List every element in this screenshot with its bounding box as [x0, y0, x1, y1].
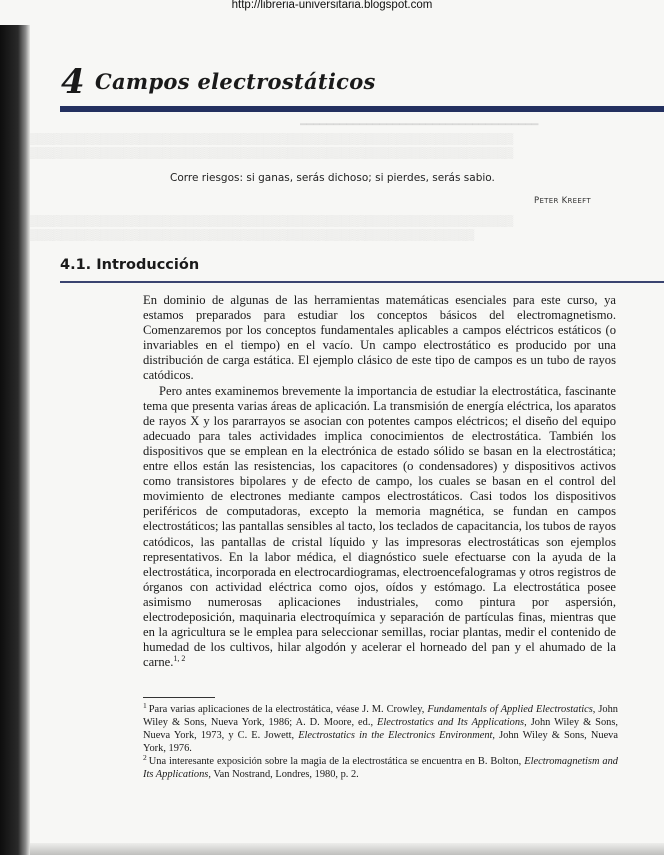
cited-title: Electrostatics in the Electronics Environment: [298, 730, 493, 741]
footnote-separator: [143, 697, 215, 698]
footnote-2: $^2$ Una interesante exposición sobre la magia de la electrostática se encuentra en B. Bolton, Electromagnetism and Its Applications, Van Nostrand, Londres, 1980, p. 2.: [143, 752, 618, 780]
bleed-through-texture: ▒▒▒▒▒▒▒▒▒▒▒▒▒▒▒▒▒▒▒▒▒▒▒▒▒▒▒▒▒▒▒▒▒▒▒▒▒▒▒▒▒▒▒▒▒▒▒▒▒▒▒▒▒▒▒▒▒▒▒▒▒▒: [30, 133, 514, 145]
footnote-number: 2: [143, 752, 147, 762]
footnote-reference: 1, 2: [173, 654, 186, 664]
source-url: http://libreria-universitaria.blogspot.com: [231, 0, 433, 11]
epigraph-author: PETER KREEFT: [534, 196, 591, 206]
chapter-title: Campos electrostáticos: [95, 69, 376, 94]
epigraph-quote: Corre riesgos: si ganas, serás dichoso; si pierdes, serás sabio.: [170, 172, 495, 184]
cited-title: Fundamentals of Applied Electrostatics: [427, 704, 593, 715]
bleed-through-texture: ━━━━━━━━━━━━━━━━━━━━━━━━━━━━━━━━━━━━: [300, 119, 539, 131]
footnote-1: $^1$ Para varias aplicaciones de la electrostática, véase J. M. Crowley, Fundamentals of Applied Electrostatics, John Wiley & Sons, Nueva York, 1986; A. D. Moore, ed., Electrostatics and Its Applications, John Wiley & Sons, Nueva York, 1973, y C. E. Jowett, Electrostatics in the Electronics Environment, John Wiley & Sons, Nueva York, 1976.: [143, 700, 618, 754]
chapter-number: 4: [61, 62, 85, 102]
paragraph-2: [143, 384, 616, 671]
section-heading: 4.1. Introducción: [60, 257, 200, 273]
paragraph-1: En dominio de algunas de las herramientas matemáticas esenciales para este curso, ya estamos preparados para estudiar los conceptos básicos del electromagnetismo. Comenzaremos por los conceptos fundamentales aplicables a campos eléctricos estáticos (o invariables en el tiempo) en el vacío. Un campo electrostático es producido por una distribución de carga estática. El ejemplo clásico de este tipo de campos es un tubo de rayos catódicos.: [143, 293, 616, 383]
section-heading-rule: [60, 281, 664, 283]
bleed-through-texture: ▒▒▒▒▒▒▒▒▒▒▒▒▒▒▒▒▒▒▒▒▒▒▒▒▒▒▒▒▒▒▒▒▒▒▒▒▒▒▒▒▒▒▒▒▒▒▒▒▒▒▒▒▒▒▒▒▒▒▒▒▒▒: [30, 215, 514, 227]
book-binding-shadow: [0, 25, 30, 855]
paragraph-2-text: Pero antes examinemos brevemente la importancia de estudiar la electrostática, fascinante tema que presenta varias áreas de aplicación. La transmisión de energía eléctrica, los aparatos de rayos X y los pararrayos se asocian con potentes campos eléctricos; el diseño del equipo adecuado para tales actividades implica conocimientos de electrostática. También los dispositivos que se emplean en la electrónica de estado sólido se basan en la electrostática; entre ellos están las resistencias, los capacitores (o condensadores) y dispositivos activos como transistores bipolares y de efecto de campo, los cuales se basan en el control del movimiento de electrones mediante campos electrostáticos. Casi todos los dispositivos periféricos de computadoras, excepto la memoria magnética, se fundan en campos electrostáticos; las pantallas sensibles al tacto, los teclados de capacitancia, los tubos de rayos catódicos, las pantallas de cristal líquido y las impresoras electrostáticas son ejemplos representativos. En la labor médica, el diagnóstico suele efectuarse con la ayuda de la electrostática, incorporada en electrocardiogramas, electroencefalogramas y otros registros de órganos con actividad eléctrica como ojos, oídos y estómago. La electrostática posee asimismo numerosas aplicaciones industriales, como pintura por aspersión, electrodeposición, maquinaria electroquímica y separación de partículas finas, mientras que en la agricultura se le emplea para seleccionar semillas, rociar plantas, medir el contenido de humedad de los cultivos, hilar algodón y acelerar el horneado del pan y el ahumado de la carne.: [143, 383, 616, 670]
footnotes: [143, 700, 618, 781]
chapter-title-rule: [60, 106, 664, 112]
bleed-through-texture: ▒▒▒▒▒▒▒▒▒▒▒▒▒▒▒▒▒▒▒▒▒▒▒▒▒▒▒▒▒▒▒▒▒▒▒▒▒▒▒▒▒▒▒▒▒▒▒▒▒▒▒▒▒▒▒▒▒▒▒▒▒▒: [30, 147, 514, 159]
cited-title: Electromagnetism and Its Applications: [143, 756, 618, 780]
bleed-through-texture: ▒▒▒▒▒▒▒▒▒▒▒▒▒▒▒▒▒▒▒▒▒▒▒▒▒▒▒▒▒▒▒▒▒▒▒▒▒▒▒▒▒▒▒▒▒▒▒▒▒▒▒▒▒▒▒▒▒: [30, 229, 475, 241]
body-text: [143, 293, 616, 670]
footnote-number: 1: [143, 700, 147, 710]
page-bottom-edge: [30, 843, 664, 855]
cited-title: Electrostatics and Its Applications: [377, 717, 525, 728]
